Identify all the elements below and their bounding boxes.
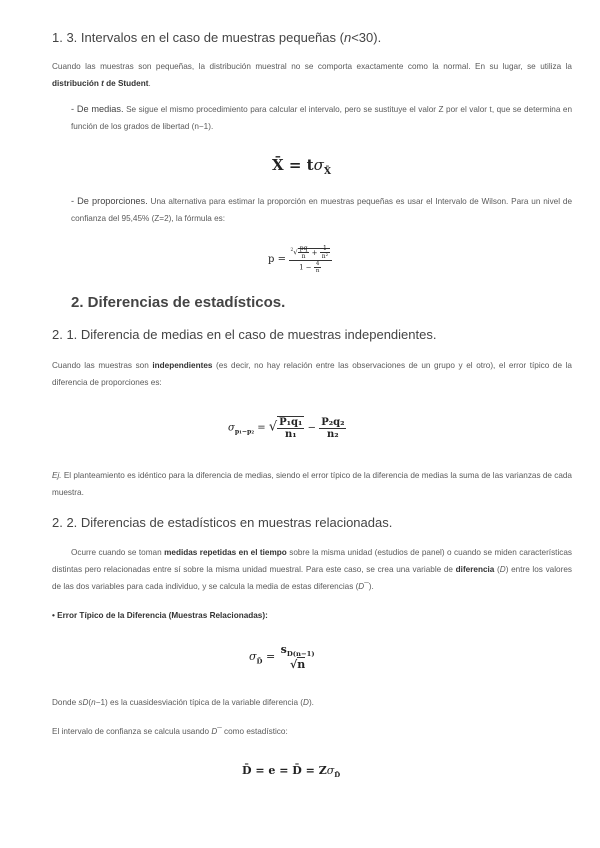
formula-wilson: p = $^2$√ $\frac{pq}{n}$ + $\frac{1}{\text{n²}}$ 1 − $\frac{4}{n}$ — [268, 245, 332, 274]
interval-paragraph: El intervalo de confianza se calcula usando D¯ como estadístico: — [52, 727, 288, 736]
section-2-1-paragraph: Cuando las muestras son independientes (es decir, no hay relación entre las observaciones de un grupo y el otro), el error típico de la diferencia de proporciones es: — [52, 361, 572, 387]
formula-related-interval: D̄ = e = D̄ = $Z\sigma_{D̄}$ — [242, 764, 341, 780]
section-2-2-heading: 2. 2. Diferencias de estadísticos en muestras relacionadas. — [52, 515, 393, 530]
formula-related-se: $\sigma_{D̄}$ = $s_{D(n-1)}$ √n — [249, 643, 315, 672]
section-2-2-paragraph: Ocurre cuando se toman medidas repetidas en el tiempo sobre la misma unidad (estudios de panel) o cuando se miden características distintas pero relacionadas entre sí sobre la misma unidad muestral. Para este caso, se crea una variable de diferencia (D) entre los valores de las dos variables para cada individuo, y se calcula la media de estas diferencias (D¯). — [52, 548, 573, 591]
section-1-3-intro: Cuando las muestras son pequeñas, la distribución muestral no se comporta exactamente como la normal. En su lugar, se utiliza la distribución t de Student. — [52, 62, 572, 88]
section-2-1-heading: 2. 1. Diferencia de medias en el caso de muestras independientes. — [52, 327, 437, 342]
formula-independent-proportions: $\sigma_{p_1-p_2}$ = √ $\frac{\text{P₁q₁}}{\text{n₁}}$ − $\frac{\text{P₂q₂}}{\text{n₂}}$ — [228, 416, 345, 440]
donde-paragraph: Donde sD(n−1) es la cuasidesviación típica de la variable diferencia (D). — [52, 698, 314, 707]
medias-paragraph: - De medias. Se sigue el mismo procedimiento para calcular el intervalo, pero se sustituye el valor Z por el valor t, que se determina en función de los grados de libertad (n−1). — [71, 104, 572, 131]
error-tipico-bullet: • Error Típico de la Diferencia (Muestras Relacionadas): — [52, 611, 268, 620]
section-2-1-note: Ej. El planteamiento es idéntico para la diferencia de medias, siendo el error típico de la diferencia de medias la suma de las varianzas de cada muestra. — [52, 471, 572, 497]
formula-t-interval: X̄ = $t\sigma_{X̄}$ — [272, 156, 332, 177]
section-1-3-heading: 1. 3. Intervalos en el caso de muestras pequeñas (n<30). — [52, 30, 382, 45]
section-2-heading: 2. Diferencias de estadísticos. — [71, 294, 286, 311]
proporciones-paragraph: - De proporciones. Una alternativa para estimar la proporción en muestras pequeñas es usar el Intervalo de Wilson. Para un nivel de confianza del 95,45% (Z=2), la fórmula es: — [71, 196, 572, 223]
